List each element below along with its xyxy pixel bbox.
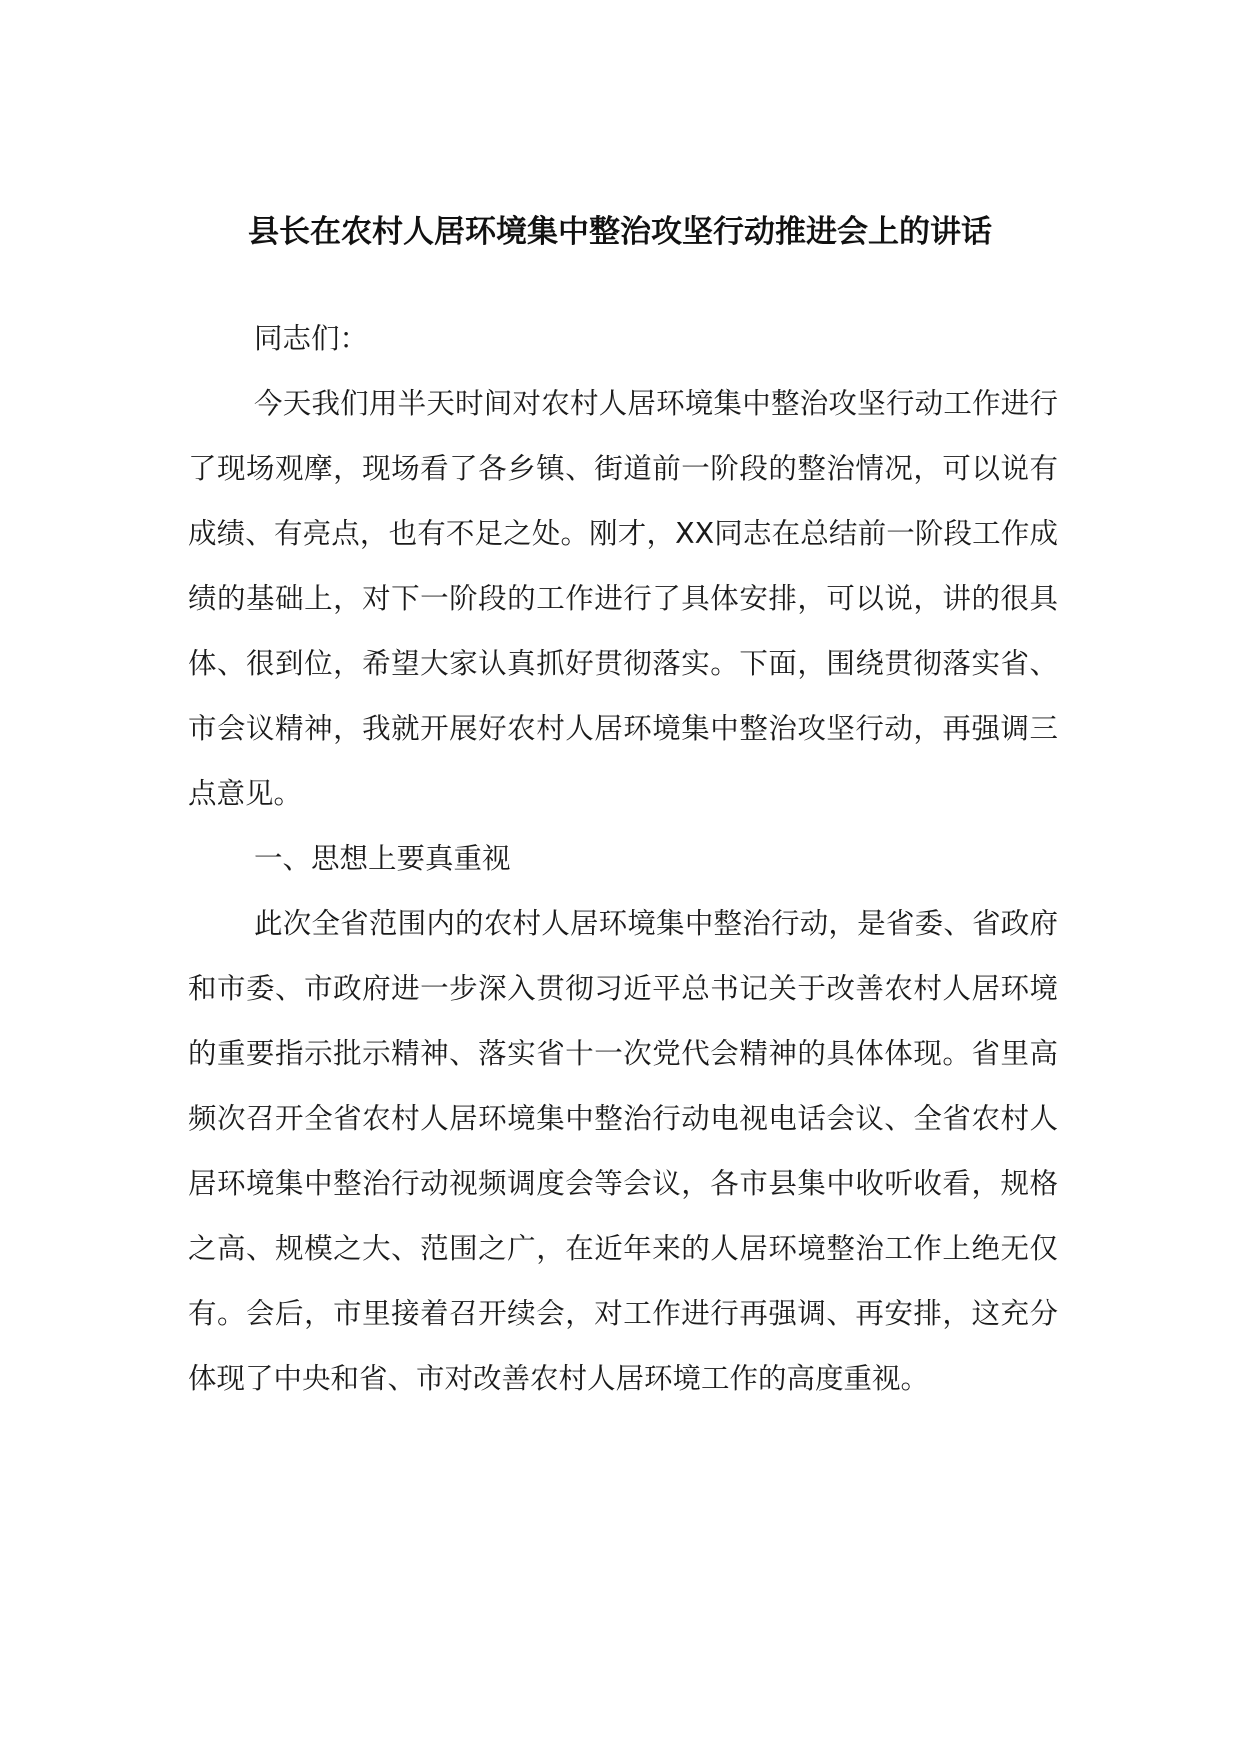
salutation-paragraph: 同志们： [254, 322, 369, 355]
document-title: 县长在农村人居环境集中整治攻坚行动推进会上的讲话 [248, 214, 992, 250]
intro-paragraph: 今天我们用半天时间对农村人居环境集中整治攻坚行动工作进行了现场观摩，现场看了各乡镇、街道前一阶段的整治情况，可以说有成绩、有亮点，也有不足之处。刚才，XX同志在总结前一阶段工作成绩的基础上，对下一阶段的工作进行了具体安排，可以说，讲的很具体、很到位，希望大家认真抓好贯彻落实。下面，围绕贯彻落实省、市会议精神，我就开展好农村人居环境集中整治攻坚行动，再强调三点意见。 [188, 387, 1058, 810]
document-body [188, 306, 1058, 1411]
body-paragraph: 此次全省范围内的农村人居环境集中整治行动，是省委、省政府和市委、市政府进一步深入贯彻习近平总书记关于改善农村人居环境的重要指示批示精神、落实省十一次党代会精神的具体体现。省里高频次召开全省农村人居环境集中整治行动电视电话会议、全省农村人居环境集中整治行动视频调度会等会议，各市县集中收听收看，规格之高、规模之大、范围之广，在近年来的人居环境整治工作上绝无仅有。会后，市里接着召开续会，对工作进行再强调、再安排，这充分体现了中央和省、市对改善农村人居环境工作的高度重视。 [188, 907, 1058, 1395]
section-heading: 一、思想上要真重视 [254, 842, 511, 875]
